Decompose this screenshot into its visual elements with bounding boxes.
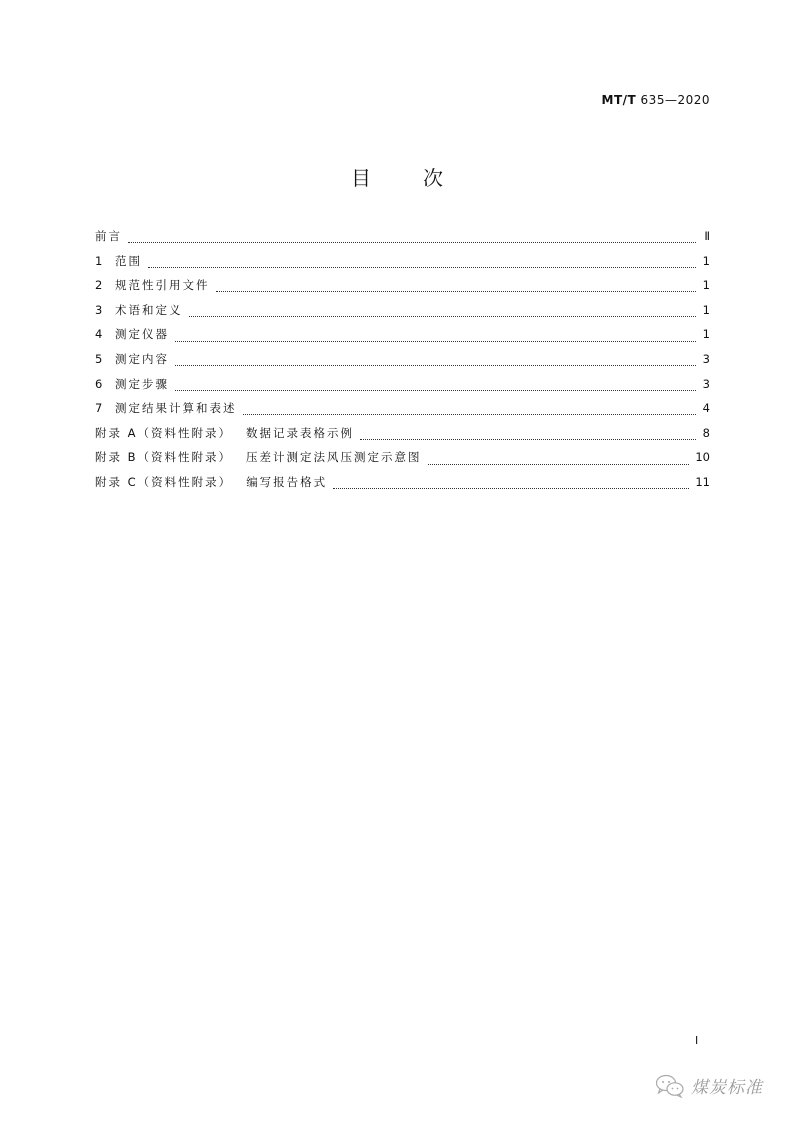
watermark-text: 煤炭标准 — [691, 1078, 763, 1098]
toc-entry-appendix-b[interactable] — [95, 449, 710, 474]
watermark — [655, 1073, 763, 1098]
toc-number: 7 — [95, 401, 103, 416]
toc-number: 6 — [95, 376, 103, 391]
title-char-2: 次 — [423, 166, 443, 190]
toc-subtitle: 压差计测定法风压测定示意图 — [246, 450, 422, 465]
toc-entry-1[interactable] — [95, 253, 710, 278]
leader-dots — [148, 266, 696, 268]
toc-entry-foreword[interactable] — [95, 228, 710, 253]
leader-dots — [360, 438, 696, 440]
toc-label: 附录 A（资料性附录） — [95, 425, 233, 440]
toc-label: 附录 B（资料性附录） — [95, 450, 233, 465]
toc-label: 测定内容 — [115, 351, 169, 366]
leader-dots — [175, 364, 696, 366]
toc-page: 1 — [702, 253, 710, 268]
toc-entry-appendix-a[interactable] — [95, 425, 710, 450]
toc-label: 术语和定义 — [115, 302, 183, 317]
leader-dots — [175, 340, 696, 342]
toc-label: 测定结果计算和表述 — [115, 401, 237, 416]
toc-number: 1 — [95, 253, 103, 268]
toc-page: Ⅱ — [704, 229, 710, 243]
leader-dots — [189, 315, 697, 317]
standard-year: 635—2020 — [640, 93, 710, 107]
toc-entry-3[interactable] — [95, 302, 710, 327]
leader-dots — [333, 487, 689, 489]
toc-page: 1 — [702, 278, 710, 293]
toc-entry-6[interactable] — [95, 376, 710, 401]
toc-page: 3 — [702, 376, 710, 391]
leader-dots — [128, 241, 696, 243]
toc-page: 8 — [702, 425, 710, 440]
leader-dots — [428, 463, 690, 465]
toc-entry-4[interactable] — [95, 326, 710, 351]
toc-page: 3 — [702, 351, 710, 366]
leader-dots — [243, 413, 697, 415]
title-char-1: 目 — [351, 166, 371, 190]
toc-label: 规范性引用文件 — [115, 278, 210, 293]
toc-entry-2[interactable] — [95, 277, 710, 302]
wechat-icon — [655, 1074, 685, 1098]
toc-label: 测定仪器 — [115, 327, 169, 342]
page-number: I — [695, 1034, 699, 1047]
page-title — [0, 162, 794, 191]
toc-subtitle: 编写报告格式 — [246, 474, 328, 489]
standard-number — [602, 93, 710, 107]
toc-number: 4 — [95, 327, 103, 342]
toc-label: 附录 C（资料性附录） — [95, 474, 233, 489]
standard-code: MT/T — [601, 93, 637, 107]
table-of-contents — [95, 228, 710, 499]
toc-number: 5 — [95, 351, 103, 366]
toc-page: 10 — [695, 450, 710, 465]
toc-page: 1 — [702, 327, 710, 342]
toc-subtitle: 数据记录表格示例 — [246, 425, 355, 440]
toc-label: 范围 — [115, 253, 142, 268]
toc-page: 11 — [695, 474, 710, 489]
toc-number: 3 — [95, 302, 103, 317]
leader-dots — [175, 389, 696, 391]
toc-number: 2 — [95, 278, 103, 293]
toc-page: 1 — [702, 302, 710, 317]
toc-entry-5[interactable] — [95, 351, 710, 376]
toc-label: 前言 — [95, 229, 122, 243]
toc-entry-7[interactable] — [95, 400, 710, 425]
leader-dots — [216, 290, 697, 292]
toc-page: 4 — [702, 401, 710, 416]
toc-label: 测定步骤 — [115, 376, 169, 391]
toc-entry-appendix-c[interactable] — [95, 474, 710, 499]
